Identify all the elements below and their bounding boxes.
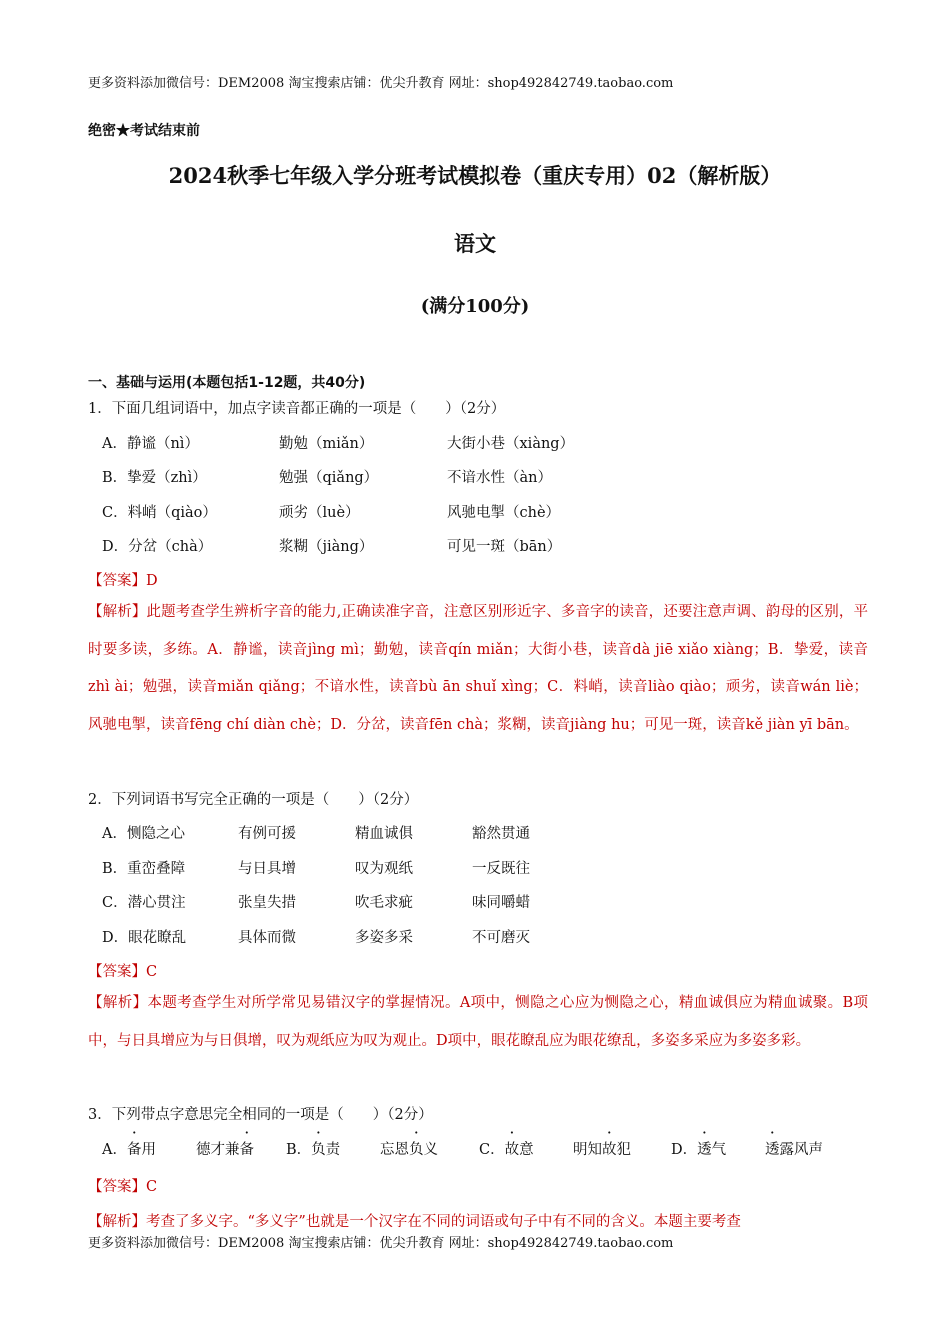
q2-explanation: 【解析】本题考查学生对所学常见易错汉字的掌握情况。A项中，恻隐之心应为恻隐之心，精血诚俱应为精血诚聚。B项中，与日具增应为与日俱增，叹为观纸应为叹为观止。D项中，眼花瞭乱应为眼花缭乱，多姿多采应为多姿多彩。 — [88, 995, 869, 1049]
q2-option-a-1: A．恻隐之心 — [102, 826, 185, 842]
q2-option-b-2: 与日具增 — [238, 861, 296, 877]
q1-answer: 【答案】D — [88, 573, 158, 589]
q2-option-c-4: 味同嚼蜡 — [472, 895, 530, 911]
q2-option-a-3: 精血诚俱 — [355, 826, 413, 842]
q1-option-d-3: 可见一斑（bān） — [447, 539, 562, 555]
q2-option-a-4: 豁然贯通 — [472, 826, 530, 842]
q2-option-c-3: 吹毛求疵 — [355, 895, 413, 911]
subject-title: 语文 — [454, 231, 496, 256]
q3-option-a: A．备用 — [102, 1142, 156, 1158]
q1-option-d-2: 浆糊（jiàng） — [279, 539, 374, 555]
q1-option-c-2: 顽劣（luè） — [279, 505, 360, 521]
q1-option-c-3: 风驰电掣（chè） — [447, 505, 561, 521]
q1-option-c-1: C．料峭（qiào） — [102, 505, 217, 521]
question-3-stem: 3．下列带点字意思完全相同的一项是（ ）（2分） — [88, 1107, 433, 1123]
q1-option-a-1: A．静谧（nì） — [102, 436, 199, 452]
q3-option-c-2: 明知故犯 — [573, 1142, 631, 1158]
q2-option-c-2: 张皇失措 — [238, 895, 296, 911]
page-footer: 更多资料添加微信号：DEM2008 淘宝搜索店铺：优尖升教育 网址：shop492842749.taobao.com — [88, 1236, 674, 1251]
q1-option-a-3: 大街小巷（xiàng） — [447, 436, 575, 452]
q3-option-a-2: 德才兼备 — [196, 1142, 254, 1158]
q2-option-b-1: B．重峦叠障 — [102, 861, 186, 877]
q2-option-b-4: 一反既往 — [472, 861, 530, 877]
q3-option-b: B．负责 — [286, 1142, 341, 1158]
q1-option-b-2: 勉强（qiǎng） — [279, 470, 379, 486]
page-title: 2024秋季七年级入学分班考试模拟卷（重庆专用）02（解析版） — [168, 163, 782, 188]
q2-option-a-2: 有例可援 — [238, 826, 296, 842]
q3-option-d: D．透气 — [671, 1142, 727, 1158]
q3-option-d-2: 透露风声 — [765, 1142, 823, 1158]
q2-option-d-3: 多姿多采 — [355, 930, 413, 946]
q3-option-c: C．故意 — [479, 1142, 534, 1158]
q2-option-c-1: C．潜心贯注 — [102, 895, 186, 911]
q2-answer: 【答案】C — [88, 964, 158, 980]
q3-option-b-2: 忘恩负义 — [380, 1142, 438, 1158]
page-header: 更多资料添加微信号：DEM2008 淘宝搜索店铺：优尖升教育 网址：shop492842749.taobao.com — [88, 76, 674, 91]
q3-explanation: 【解析】考查了多义字。“多义字”也就是一个汉字在不同的词语或句子中有不同的含义。本题主要考查 — [88, 1214, 741, 1230]
section-heading: 一、基础与运用(本题包括1-12题，共40分) — [88, 375, 366, 391]
question-2-stem: 2．下列词语书写完全正确的一项是（ ）（2分） — [88, 792, 419, 808]
q1-option-d-1: D．分岔（chà） — [102, 539, 213, 555]
q1-option-a-2: 勤勉（miǎn） — [279, 436, 374, 452]
q1-explanation: 【解析】此题考查学生辨析字音的能力,正确读准字音，注意区别形近字、多音字的读音，还要注意声调、韵母的区别，平时要多读，多练。A．静谧，读音jìng mì；勤勉，读音qín miǎn；大街小巷，读音dà jiē xiǎo xiàng；B．挚爱，读音zhì ài；勉强，读音miǎn qiǎng；不谙水性，读音bù ān shuǐ xìng；C．料峭，读音liào qiào；顽劣，读音wán liè；风驰电掣，读音fēng chí diàn chè；D．分岔，读音fēn chà；浆糊，读音jiàng hu；可见一斑，读音kě jiàn yī bān。 — [88, 604, 869, 733]
q2-option-d-2: 具体而微 — [238, 930, 296, 946]
full-score: (满分100分) — [420, 296, 530, 317]
confidential-mark: 绝密★考试结束前 — [88, 123, 200, 139]
q2-option-b-3: 叹为观纸 — [355, 861, 413, 877]
q2-option-d-4: 不可磨灭 — [472, 930, 530, 946]
q2-option-d-1: D．眼花瞭乱 — [102, 930, 187, 946]
question-1-stem: 1．下面几组词语中，加点字读音都正确的一项是（ ）（2分） — [88, 401, 506, 417]
q1-option-b-3: 不谙水性（àn） — [447, 470, 552, 486]
q3-answer: 【答案】C — [88, 1179, 158, 1195]
q1-option-b-1: B．挚爱（zhì） — [102, 470, 207, 486]
